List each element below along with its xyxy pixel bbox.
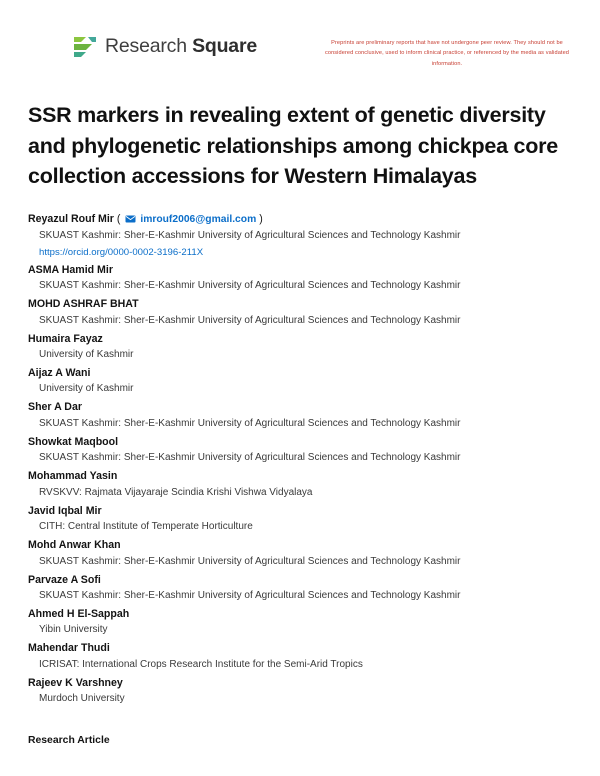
page-title: SSR markers in revealing extent of genetic diversity and phylogenetic relationships among chickpea core collection accessions for Western Himalayas — [28, 103, 558, 189]
author-affiliation: SKUAST Kashmir: Sher-E-Kashmir University of Agricultural Sciences and Technology Kashmir — [39, 314, 461, 326]
author-entry — [28, 468, 572, 500]
author-affiliation: SKUAST Kashmir: Sher-E-Kashmir University of Agricultural Sciences and Technology Kashmir — [39, 589, 461, 601]
orcid-link[interactable]: https://orcid.org/0000-0002-3196-211X — [39, 246, 204, 258]
author-entry — [28, 434, 572, 466]
author-affiliation: University of Kashmir — [39, 383, 134, 395]
author-name-row — [28, 211, 572, 228]
author-entry — [28, 331, 572, 363]
author-affiliation: Yibin University — [39, 624, 108, 636]
brand-label-light: Research — [105, 34, 193, 57]
preprint-disclaimer: Preprints are preliminary reports that have not undergone peer review. They should not be considered conclusive, used to inform clinical practice, or referenced by the media as validated information. — [324, 40, 570, 67]
author-entry — [28, 606, 572, 638]
author-name: Parvaze A Sofi — [28, 573, 101, 586]
author-entry — [28, 399, 572, 431]
author-name: Mahendar Thudi — [28, 642, 110, 655]
author-name: Humaira Fayaz — [28, 332, 103, 345]
article-type-label: Research Article — [28, 735, 110, 746]
brand-label-bold: Square — [192, 34, 257, 57]
author-name: Mohd Anwar Khan — [28, 539, 121, 552]
author-entry — [28, 537, 572, 569]
corresponding-contact — [117, 213, 263, 225]
corresponding-email-link[interactable]: imrouf2006@gmail.com — [140, 213, 257, 225]
author-affiliation: CITH: Central Institute of Temperate Horticulture — [39, 521, 253, 533]
open-paren: ( — [116, 212, 121, 225]
author-name: Rajeev K Varshney — [28, 676, 123, 689]
author-affiliation: ICRISAT: International Crops Research Institute for the Semi-Arid Tropics — [39, 658, 363, 670]
author-entry — [28, 296, 572, 328]
author-entry — [28, 503, 572, 535]
author-affiliation: SKUAST Kashmir: Sher-E-Kashmir University of Agricultural Sciences and Technology Kashmir — [39, 417, 461, 429]
envelope-icon — [125, 215, 136, 223]
author-affiliation: SKUAST Kashmir: Sher-E-Kashmir University of Agricultural Sciences and Technology Kashmir — [39, 452, 461, 464]
author-name: Aijaz A Wani — [28, 367, 91, 380]
close-paren: ) — [259, 212, 263, 225]
author-name: Ahmed H El-Sappah — [28, 607, 130, 620]
author-affiliation: SKUAST Kashmir: Sher-E-Kashmir University of Agricultural Sciences and Technology Kashmir — [39, 280, 461, 292]
author-affiliation: Murdoch University — [39, 693, 125, 705]
author-name: Mohammad Yasin — [28, 470, 118, 483]
author-entry — [28, 365, 572, 397]
author-entry — [28, 675, 572, 707]
author-entry — [28, 211, 572, 260]
author-affiliation: University of Kashmir — [39, 349, 134, 361]
research-square-brand[interactable] — [28, 34, 257, 58]
page-header — [28, 34, 572, 78]
author-name: MOHD ASHRAF BHAT — [28, 298, 139, 311]
author-name: Sher A Dar — [28, 401, 82, 414]
brand-label — [105, 35, 257, 58]
author-affiliation: RVSKVV: Rajmata Vijayaraje Scindia Krishi Vishwa Vidyalaya — [39, 486, 313, 498]
author-entry — [28, 640, 572, 672]
author-entry — [28, 572, 572, 604]
author-entry — [28, 262, 572, 294]
author-affiliation: SKUAST Kashmir: Sher-E-Kashmir University of Agricultural Sciences and Technology Kashmir — [39, 229, 461, 241]
author-affiliation: SKUAST Kashmir: Sher-E-Kashmir University of Agricultural Sciences and Technology Kashmir — [39, 555, 461, 567]
author-name: Showkat Maqbool — [28, 435, 119, 448]
author-name: ASMA Hamid Mir — [28, 263, 113, 276]
author-list — [28, 211, 572, 708]
author-name: Javid Iqbal Mir — [28, 504, 102, 517]
author-name: Reyazul Rouf Mir — [28, 212, 114, 225]
research-square-logo-icon — [72, 34, 98, 58]
